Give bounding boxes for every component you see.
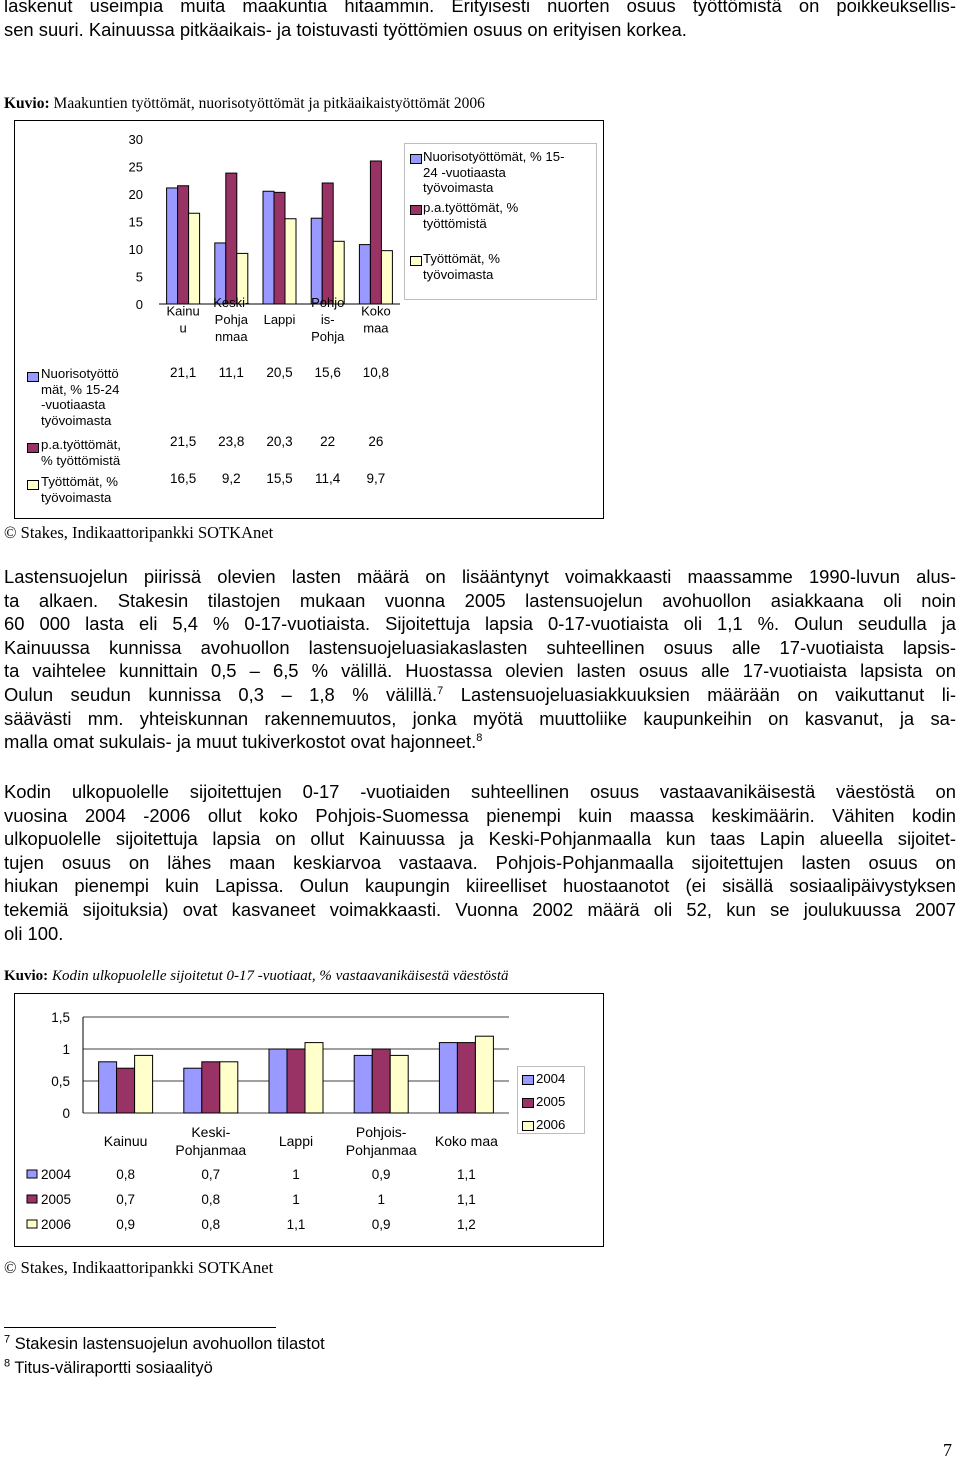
category-label: Keski- [191, 1124, 231, 1140]
data-label: 22 [320, 434, 336, 449]
paragraph-2 [4, 565, 956, 754]
category-label: Lappi [278, 1133, 314, 1149]
category-label: Pohjois- [355, 1124, 407, 1140]
category-label: Koko [361, 303, 391, 319]
bar [311, 218, 322, 304]
footnote-8 [4, 1359, 213, 1378]
text-line: malla omat sukulais- ja muut tukiverkostot ovat hajonneet.$^8$ [4, 731, 483, 753]
bar [220, 1062, 238, 1113]
bar [305, 1043, 323, 1113]
data-label: 9,2 [221, 471, 241, 486]
table-row-label: 2004 [41, 1167, 72, 1182]
text-line: ta alkaen. Stakesin tilastojen mukaan vuonna 2005 lastensuojelun avohuollon asiakkaana oli noin [4, 589, 956, 611]
bar [189, 213, 200, 304]
category-label: nmaa [215, 329, 248, 344]
legend-swatch-2005 [522, 1098, 534, 1108]
text-line: säävästi mm. yhteiskunnan rakennemuutos, jonka myötä muuttoliike kaupunkeihin on kasvanut, ja sa- [4, 707, 956, 729]
bar [322, 183, 333, 304]
category-label: Kainuu [103, 1133, 148, 1149]
table-swatch-series1 [27, 372, 39, 382]
category-label: Pohja [214, 312, 248, 327]
text-line: vuosina 2004 -2006 ollut koko Pohjois-Suomessa pienempi kuin maassa keskimäärin. Vähiten kodin [4, 804, 956, 826]
y-tick-label: 30 [128, 132, 143, 147]
paragraph-3 [4, 780, 956, 945]
table-row-label: 2006 [41, 1217, 72, 1232]
bar [359, 245, 370, 304]
bar [184, 1068, 202, 1113]
y-tick-label: 0 [62, 1106, 70, 1121]
table-swatch [27, 1220, 37, 1228]
footnote-number: 8 [4, 1357, 11, 1370]
table-swatch [27, 1195, 37, 1203]
category-label: Pohjanmaa [345, 1142, 417, 1158]
data-label: 1,1 [457, 1167, 476, 1182]
legend-item-series3: Työttömät, % työvoimasta [423, 251, 500, 282]
footnote-ref-8[interactable]: 8 [476, 732, 483, 745]
figure2-chart [14, 993, 604, 1247]
bar [475, 1036, 493, 1113]
figure2-source: © Stakes, Indikaattoripankki SOTKAnet [4, 1258, 274, 1277]
category-label: Kainu [166, 303, 200, 319]
data-label: 10,8 [362, 365, 390, 380]
intro-paragraph [4, 0, 956, 41]
text-line: sen suuri. Kainuussa pitkäaikais- ja toistuvasti työttömien osuus on erityisen korkea. [4, 18, 687, 40]
y-tick-label: 1 [62, 1042, 70, 1057]
text-line: Lastensuojelun piirissä olevien lasten määrä on lisääntynyt voimakkaasti maassamme 1990-luvun alus- [4, 566, 956, 587]
data-label: 0,7 [201, 1167, 221, 1182]
category-label: Keski- [213, 295, 250, 310]
category-label: Pohjanmaa [175, 1142, 247, 1158]
bar [390, 1055, 408, 1113]
legend-item-2005: 2005 [536, 1094, 566, 1109]
data-label: 1 [292, 1192, 300, 1207]
page-number: 7 [943, 1440, 952, 1460]
text-line: laskenut useimpia muita maakuntia hitaammin. Erityisesti nuorten osuus työttömistä on poikkeuksellis- [4, 0, 956, 16]
category-label: Pohja [311, 329, 345, 344]
bar [274, 192, 285, 304]
data-label: 26 [368, 434, 384, 449]
table-swatch-series3 [27, 480, 39, 490]
table-row-label-series3: Työttömät, % työvoimasta [41, 474, 118, 505]
figure2-caption [4, 968, 509, 985]
text-line: hiukan pienempi kuin Lapissa. Oulun kaupungin kiireelliset huostaanotot (ei sisällä sosiaalipäivystyksen [4, 875, 956, 897]
footnote-ref-7[interactable]: 7 [437, 684, 444, 697]
caption-prefix: Kuvio: [4, 968, 49, 984]
figure1-caption [4, 95, 485, 113]
figure1-legend [404, 143, 597, 300]
data-label: 21,1 [169, 365, 197, 380]
y-tick-label: 20 [128, 187, 143, 202]
figure2-plot [15, 994, 603, 1246]
text-line: ulkopuolelle sijoitettuja lapsia on ollut Kainuussa ja Keski-Pohjanmaalla kun taas Lapin alueella sijoitet- [4, 828, 956, 850]
data-label: 0,7 [116, 1192, 135, 1207]
text-line: ta vaihtelee kunnittain 0,5 – 6,5 % välillä. Huostassa olevien lasten osuus alle 17-vuotiaista lapsista on [4, 660, 956, 682]
y-tick-label: 5 [135, 269, 143, 285]
bar [381, 251, 392, 304]
bar [117, 1068, 135, 1113]
data-label: 20,3 [266, 434, 293, 449]
caption-text: Kodin ulkopuolelle sijoitetut 0-17 -vuotiaat, % vastaavanikäisestä väestöstä [48, 968, 509, 984]
legend-item-2004: 2004 [536, 1071, 566, 1086]
caption-text: Maakuntien työttömät, nuorisotyöttömät ja pitkäaikaistyöttömät 2006 [49, 95, 485, 112]
bar [439, 1043, 457, 1113]
text-line: Oulun seudun kunnissa 0,3 – 1,8 % välillä.$^7$ Lastensuojeluasiakkuuksien määrään on vaikuttanut li- [4, 683, 956, 705]
y-tick-label: 0,5 [51, 1074, 70, 1089]
category-label: Pohjo [311, 295, 345, 310]
figure1-chart [14, 120, 604, 519]
table-swatch [27, 1170, 37, 1178]
legend-swatch-series3 [410, 256, 422, 266]
footnote-text: Stakesin lastensuojelun avohuollon tilastot [14, 1335, 325, 1353]
data-label: 1,2 [457, 1217, 476, 1232]
data-label: 1 [377, 1192, 385, 1207]
legend-swatch-series1 [410, 154, 422, 164]
data-label: 15,5 [266, 471, 293, 486]
bar [269, 1049, 287, 1113]
text-line: Kodin ulkopuolelle sijoitettujen 0-17 -vuotiaiden suhteellinen osuus vastaavanikäisestä väestöstä on [4, 781, 956, 802]
y-tick-label: 1,5 [51, 1010, 70, 1025]
category-label: maa [363, 320, 389, 336]
bar [135, 1055, 153, 1113]
legend-swatch-series2 [410, 205, 422, 215]
data-label: 20,5 [266, 365, 293, 380]
data-label: 21,5 [169, 434, 197, 449]
bar [167, 188, 178, 304]
y-tick-label: 10 [128, 242, 143, 257]
data-label: 0,8 [201, 1192, 221, 1207]
bar [370, 161, 381, 304]
data-label: 11,4 [315, 471, 341, 486]
bar [226, 173, 237, 304]
category-label: u [179, 320, 187, 336]
table-row-label-series1: Nuorisotyöttö mät, % 15-24 -vuotiaasta työvoimasta [41, 366, 120, 428]
bar [178, 186, 189, 304]
data-label: 0,9 [371, 1167, 391, 1182]
text-line: Kainuussa kunnissa avohuollon lastensuojeluasiakaslasten suhteellinen osuus alle 17-vuotiaista lapsis- [4, 636, 956, 658]
data-label: 0,8 [201, 1217, 221, 1232]
text-line: tujen osuus on lähes maan keskiarvoa vastaava. Pohjois-Pohjanmaalla sijoitettujen lasten osuus on [4, 851, 956, 873]
data-label: 16,5 [169, 471, 197, 486]
text-line: oli 100. [4, 922, 64, 944]
data-label: 1,1 [286, 1217, 306, 1232]
bar [263, 191, 274, 304]
table-row-label: 2005 [41, 1192, 72, 1207]
figure1-source: © Stakes, Indikaattoripankki SOTKAnet [4, 523, 274, 542]
data-label: 0,9 [116, 1217, 135, 1232]
footnote-7 [4, 1335, 325, 1354]
footnote-number: 7 [4, 1333, 11, 1346]
data-label: 9,7 [366, 471, 386, 486]
y-tick-label: 15 [128, 214, 143, 230]
bar [99, 1062, 117, 1113]
data-label: 23,8 [218, 434, 245, 449]
table-row-label-series2: p.a.työttömät, % työttömistä [41, 437, 121, 468]
category-label: Lappi [263, 312, 296, 327]
bar [457, 1043, 475, 1113]
data-label: 1,1 [457, 1192, 476, 1207]
data-label: 15,6 [314, 365, 341, 380]
data-label: 1 [292, 1167, 300, 1182]
bar [287, 1049, 305, 1113]
category-label: is- [320, 312, 335, 327]
figure2-legend [517, 1066, 585, 1134]
bar [354, 1055, 372, 1113]
text-line: tekemiä sijoituksia) ovat kasvaneet voimakkaasti. Vuonna 2002 määrä oli 52, kun se joulukuussa 2007 [4, 898, 956, 920]
y-tick-label: 0 [135, 297, 143, 312]
data-label: 11,1 [218, 365, 244, 380]
data-label: 0,8 [116, 1167, 135, 1182]
legend-item-series1: Nuorisotyöttömät, % 15- 24 -vuotiaasta työvoimasta [423, 149, 565, 195]
legend-swatch-2004 [522, 1075, 534, 1085]
footnote-separator [4, 1327, 276, 1328]
text-line: 60 000 lasta eli 5,4 % 0-17-vuotiaista. Sijoitettuja lapsia 0-17-vuotiaista oli 1,1 %. Oulun seudulla ja [4, 613, 956, 635]
data-label: 0,9 [371, 1217, 391, 1232]
legend-item-series2: p.a.työttömät, % työttömistä [423, 200, 519, 231]
caption-prefix: Kuvio: [4, 95, 50, 112]
table-swatch-series2 [27, 443, 39, 453]
bar [285, 219, 296, 304]
bar [372, 1049, 390, 1113]
bar [202, 1062, 220, 1113]
category-label: Koko maa [434, 1133, 498, 1149]
legend-item-2006: 2006 [536, 1117, 566, 1132]
footnote-text: Titus-väliraportti sosiaalityö [14, 1359, 213, 1377]
legend-swatch-2006 [522, 1121, 534, 1131]
y-tick-label: 25 [128, 159, 143, 175]
